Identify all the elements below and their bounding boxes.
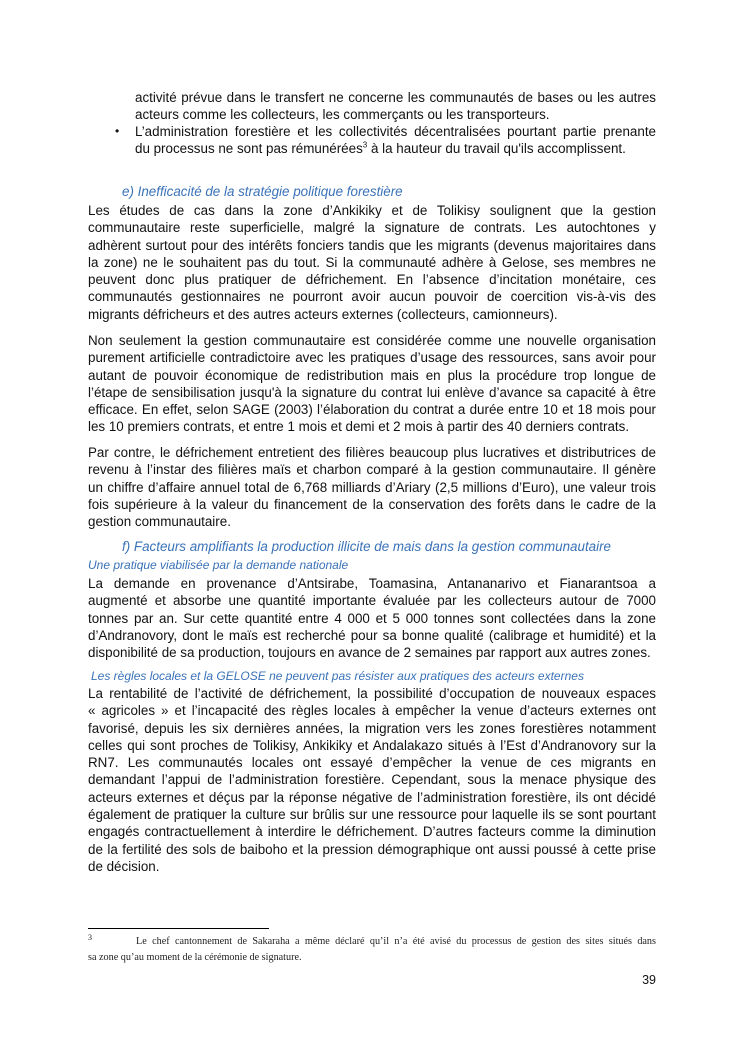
text-line: engagés contractuellement à interdire le défrichement. D’autres facteurs comme la diminution <box>88 824 656 840</box>
footnote: 3 Le chef cantonnement de Sakaraha a même déclaré qu’il n’a été avisé du processus de gestion des sites situés dans sa zone qu’au moment de la cérémonie de signature. <box>88 934 656 966</box>
text-line: du processus ne sont pas rémunérées$^3$ à la hauteur du travail qu'ils accomplissent. <box>135 140 626 157</box>
text-line: activité prévue dans le transfert ne concerne les communautés de bases ou les autres <box>135 90 656 105</box>
text-line: communautaire reste superficielle, malgré la signature de contrats. Les autochtones y <box>88 220 656 236</box>
text-line: fois supérieure à la valeur du financement de la conservation des forêts dans le cadre de la <box>88 496 656 512</box>
text-line: de décision. <box>88 858 160 874</box>
text-line: La demande en provenance d’Antsirabe, Toamasina, Antananarivo et Fianarantsoa a <box>88 576 656 591</box>
bullet-marker: • <box>115 124 120 138</box>
text-line: purement artificielle contradictoire avec les pratiques d’usage des ressources, sans avoir pour <box>88 350 656 366</box>
text-line: migrants défricheurs et des autres acteurs externes (collecteurs, camionneurs). <box>88 306 558 322</box>
text-line: d’Andranovory, dont le maïs est recherché pour sa bonne qualité (calibrage et humidité) et la <box>88 627 656 643</box>
text-line: L’administration forestière et les collectivités décentralisées pourtant partie prenante <box>135 124 656 139</box>
bullet-item <box>135 123 656 158</box>
text-line: « agricoles » et l’incapacité des règles locales à empêcher la venue d’acteurs externes ont <box>88 703 656 719</box>
text-line: gestion communautaire. <box>88 514 231 530</box>
section-heading-e: e) Inefficacité de la stratégie politique forestière <box>122 184 403 199</box>
footnote-ref[interactable]: 3 <box>362 140 368 150</box>
paragraph <box>88 575 656 661</box>
text-line: tonnes par an. Sur cette quantité entre 4 000 et 5 000 tonnes sont collectées dans la zone <box>88 610 656 626</box>
text-line: demandant l’appui de l’administration forestière. Cependant, sous la menace physique des <box>88 772 656 788</box>
text-line: également de pratiquer la culture sur brûlis sur une ressource pour laquelle ils se sont pourtant <box>88 807 656 823</box>
text-line: celles qui sont proches de Tolikisy, Ankikiky et Andalakazo situés à l’Est d’Andranovory sur la <box>88 737 656 753</box>
text-line: de la fertilité des sols de baiboho et la pression démographique ont aussi poussé à cette prise <box>88 841 656 857</box>
footnote-line: sa zone qu’au moment de la cérémonie de signature. <box>88 952 302 963</box>
text-line: favorisé, depuis les six dernières années, la migration vers les zones forestières notamment <box>88 720 656 736</box>
page-number: 39 <box>642 973 656 987</box>
paragraph <box>88 444 656 530</box>
text-line: Par contre, le défrichement entretient des filières beaucoup plus lucratives et distributrices de <box>88 445 656 460</box>
text-line: disponibilité de sa production, toujours en avance de 2 semaines par rapport aux autres zones. <box>88 645 651 661</box>
text-line: l’étape de sensibilisation jusqu'à la signature du contrat lui enlève d’avance sa capacité à être <box>88 384 656 400</box>
text-line: acteurs externes et déçus par la réponse négative de l’administration forestière, ils ont décidé <box>88 789 656 805</box>
footnote-separator <box>88 928 269 929</box>
footnote-line: Le chef cantonnement de Sakaraha a même déclaré qu’il n’a été avisé du processus de gestion des sites situés dans <box>136 936 656 947</box>
paragraph <box>88 332 656 436</box>
text-line: revenu à l’instar des filières maïs et charbon comparé à la gestion communautaire. Il génère <box>88 462 656 478</box>
text-line: Les études de cas dans la zone d’Ankikiky et de Tolikisy soulignent que la gestion <box>88 203 656 218</box>
text-line: autant de pouvoir économique de redistribution mais en plus la procédure trop longue de <box>88 367 656 383</box>
text-line: acteurs comme les collecteurs, les commerçants ou les transporteurs. <box>135 107 550 123</box>
text-line: La rentabilité de l’activité de défrichement, la possibilité d’occupation de nouveaux espaces <box>88 686 656 701</box>
subheading: Les règles locales et la GELOSE ne peuvent pas résister aux pratiques des acteurs externes <box>91 669 584 683</box>
text-line: les 10 premiers contrats, et entre 1 mois et demi et 2 mois à partir des 40 derniers contrats. <box>88 419 630 435</box>
text-line: communautés gestionnaires ne pourront avoir aucun pouvoir de coercition vis-à-vis des <box>88 289 656 305</box>
paragraph <box>88 202 656 323</box>
text-line: la zone) ne le souhaitent pas du tout. Si la communauté adhère à Gelose, ses membres ne <box>88 254 656 270</box>
text-line: peuvent donc plus pratiquer de défrichement. En l’absence d’incitation monétaire, ces <box>88 272 656 288</box>
paragraph <box>88 685 656 875</box>
text-line: un chiffre d’affaire annuel total de 6,768 milliards d’Ariary (2,5 millions d’Euro), une valeur trois <box>88 479 656 495</box>
section-heading-f: f) Facteurs amplifiants la production illicite de mais dans la gestion communautaire <box>122 539 611 554</box>
bullet-continuation <box>135 89 656 124</box>
text-line: Non seulement la gestion communautaire est considérée comme une nouvelle organisation <box>88 333 656 348</box>
text-line: augmenté et absorbe une quantité importante évaluée par les collecteurs autour de 7000 <box>88 593 656 609</box>
subheading: Une pratique viabilisée par la demande nationale <box>88 558 349 572</box>
text-line: RN7. Les communautés locales ont essayé d’empêcher la venue de ces migrants en <box>88 755 656 771</box>
text-line: adhèrent surtout pour des intérêts fonciers tandis que les migrants (devenus majoritaires dans <box>88 237 656 253</box>
text-line: efficace. En effet, selon SAGE (2003) l’élaboration du contrat a durée entre 10 et 18 mois pour <box>88 402 656 418</box>
